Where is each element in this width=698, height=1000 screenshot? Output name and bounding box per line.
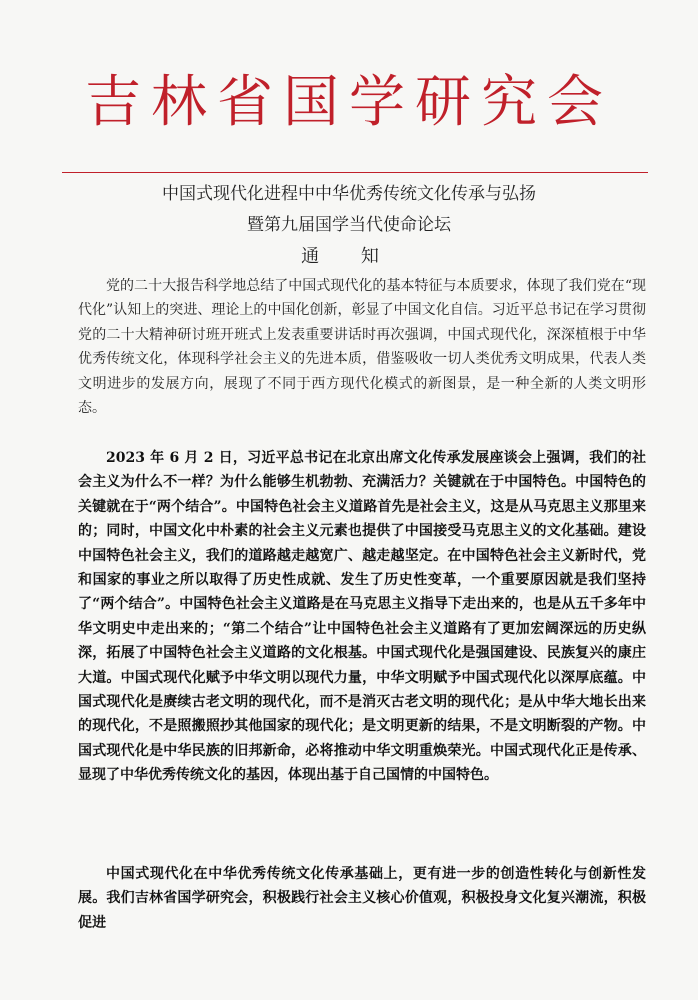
notice-title-line2: 暨第九届国学当代使命论坛 [247, 215, 451, 235]
body-paragraph-1: 党的二十大报告科学地总结了中国式现代化的基本特征与本质要求，体现了我们党在“现代化”认知上的突进、理论上的中国化创新，彰显了中国文化自信。习近平总书记在学习贯彻党的二十大精神研讨班开班式上发表重要讲话时再次强调，中国式现代化，深深植根于中华优秀传统文化，体现科学社会主义的先进本质，借鉴吸收一切人类优秀文明成果，代表人类文明进步的发展方向，展现了不同于西方现代化模式的新图景，是一种全新的人类文明形态。 [78, 278, 646, 417]
organization-letterhead-title: 吉林省国学研究会 [85, 70, 613, 135]
letterhead-red-rule [62, 172, 648, 173]
body-paragraph-3: 中国式现代化在中华优秀传统文化传承基础上，更有进一步的创造性转化与创新性发展。我们吉林省国学研究会，积极践行社会主义核心价值观，积极投身文化复兴潮流，积极促进 [78, 866, 646, 931]
body-paragraph-2: 2023 年 6 月 2 日，习近平总书记在北京出席文化传承发展座谈会上强调，我们的社会主义为什么不一样？为什么能够生机勃勃、充满活力？关键就在于中国特色。中国特色的关键就在于“两个结合”。中国特色社会主义道路首先是社会主义，这是从马克思主义那里来的；同时，中国文化中朴素的社会主义元素也提供了中国接受马克思主义的文化基础。建设中国特色社会主义，我们的道路越走越宽广、越走越坚定。在中国特色社会主义新时代，党和国家的事业之所以取得了历史性成就、发生了历史性变革，一个重要原因就是我们坚持了“两个结合”。中国特色社会主义道路是在马克思主义指导下走出来的，也是从五千多年中华文明史中走出来的；“第二个结合”让中国特色社会主义道路有了更加宏阔深远的历史纵深，拓展了中国特色社会主义道路的文化根基。中国式现代化是强国建设、民族复兴的康庄大道。中国式现代化赋予中华文明以现代力量，中华文明赋予中国式现代化以深厚底蕴。中国式现代化是赓续古老文明的现代化，而不是消灭古老文明的现代化；是从中华大地长出来的现代化，不是照搬照抄其他国家的现代化；是文明更新的结果，不是文明断裂的产物。中国式现代化是中华民族的旧邦新命，必将推动中华文明重焕荣光。中国式现代化正是传承、显现了中华优秀传统文化的基因，体现出基于自己国情的中国特色。 [78, 450, 646, 784]
notice-title-line1: 中国式现代化进程中中华优秀传统文化传承与弘扬 [162, 184, 536, 204]
notice-title-tongzhi: 通 知 [301, 246, 397, 267]
